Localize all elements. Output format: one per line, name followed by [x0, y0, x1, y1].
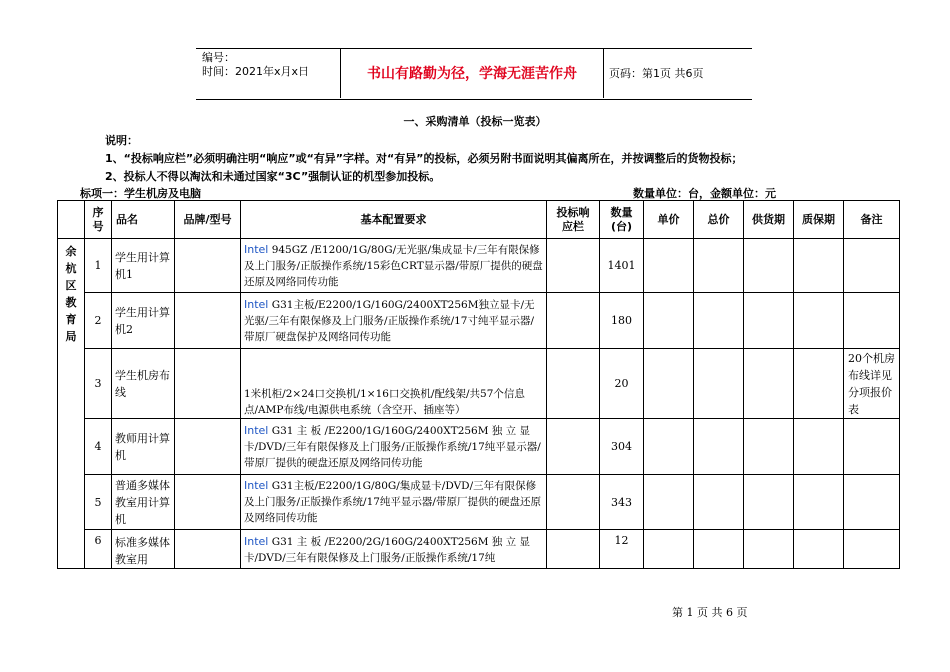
- row-name: 学生用计算机2: [112, 293, 175, 349]
- row-seq: 3: [85, 349, 112, 419]
- row-config: [241, 239, 547, 293]
- row-seq: 6: [85, 530, 112, 569]
- row-remark: [844, 293, 900, 349]
- note-1: 1、“投标响应栏”必须明确注明“响应”或“有异”字样。对“有异”的投标，必须另附书面说明其偏离所在，并按调整后的货物投标；: [105, 152, 743, 165]
- row-config: [241, 419, 547, 475]
- header-remark: 备注: [844, 201, 900, 239]
- header-response: 投标响 应栏: [547, 201, 600, 239]
- header-unit-price: 单价: [644, 201, 694, 239]
- header-seq: 序 号: [85, 201, 112, 239]
- header-total-price: 总价: [694, 201, 744, 239]
- row-name: 标准多媒体教室用: [112, 530, 175, 569]
- row-remark: [844, 530, 900, 569]
- row-seq: 1: [85, 239, 112, 293]
- unit-label: 数量单位：台，金额单位：元: [633, 187, 776, 200]
- intel-brand: Intel: [244, 423, 269, 437]
- row-name: 普通多媒体教室用计算机: [112, 475, 175, 530]
- note-heading: 说明：: [105, 134, 138, 147]
- header-name: 品名: [112, 201, 175, 239]
- header-quantity: 数量 (台): [600, 201, 644, 239]
- row-quantity: 1401: [600, 239, 644, 293]
- row-quantity: 304: [600, 419, 644, 475]
- table-row: [58, 419, 900, 475]
- row-warranty: [794, 239, 844, 293]
- row-total-price: [694, 419, 744, 475]
- row-unit-price: [644, 419, 694, 475]
- intel-brand: Intel: [244, 242, 269, 256]
- row-config-text: 1米机柜/2×24口交换机/1×16口交换机/配线架/共57个信息点/AMP布线/电源供电系统（含空开、插座等）: [244, 388, 525, 416]
- header-warranty-period: 质保期: [794, 201, 844, 239]
- district-label: 余 杭 区 教 育 局: [65, 245, 77, 343]
- row-warranty: [794, 419, 844, 475]
- row-config-text: 945GZ /E1200/1G/80G/无光驱/集成显卡/三年有限保修及上门服务/正版操作系统/15彩色CRT显示器/带原厂提供的硬盘还原及网络同传功能: [244, 243, 543, 288]
- row-total-price: [694, 475, 744, 530]
- row-name: 学生机房布线: [112, 349, 175, 419]
- row-response: [547, 530, 600, 569]
- row-response: [547, 475, 600, 530]
- intel-brand: Intel: [244, 297, 269, 311]
- row-seq: 2: [85, 293, 112, 349]
- row-quantity: 343: [600, 475, 644, 530]
- row-remark: [844, 239, 900, 293]
- row-brand: [175, 349, 241, 419]
- row-supply: [744, 419, 794, 475]
- row-unit-price: [644, 239, 694, 293]
- number-label: 编号：: [202, 51, 235, 64]
- row-brand: [175, 475, 241, 530]
- row-quantity: 12: [600, 530, 644, 569]
- row-response: [547, 293, 600, 349]
- row-warranty: [794, 293, 844, 349]
- district-cell: [58, 239, 85, 569]
- header-supply-period: 供货期: [744, 201, 794, 239]
- row-name: 教师用计算机: [112, 419, 175, 475]
- row-supply: [744, 293, 794, 349]
- row-config-text: G31 主 板 /E2200/1G/160G/2400XT256M 独 立 显 卡/DVD/三年有限保修及上门服务/正版操作系统/17纯平显示器/带原厂提供的硬盘还原及网络同传功能: [244, 424, 541, 469]
- row-config: [241, 349, 547, 419]
- row-brand: [175, 293, 241, 349]
- row-supply: [744, 239, 794, 293]
- page-label: 页码：第1页 共6页: [609, 67, 704, 80]
- note-2: 2、投标人不得以淘汰和未通过国家“3C”强制认证的机型参加投标。: [105, 170, 441, 183]
- table-row: [58, 293, 900, 349]
- table-header-row: [58, 201, 900, 239]
- document-title: 一、采购清单（投标一览表）: [403, 115, 547, 128]
- header-left-cell: [196, 48, 340, 98]
- header-blank: [58, 201, 85, 239]
- row-seq: 4: [85, 419, 112, 475]
- row-total-price: [694, 530, 744, 569]
- row-brand: [175, 530, 241, 569]
- procurement-table: [57, 200, 900, 569]
- row-warranty: [794, 475, 844, 530]
- row-total-price: [694, 293, 744, 349]
- row-warranty: [794, 349, 844, 419]
- intel-brand: Intel: [244, 479, 269, 492]
- row-quantity: 20: [600, 349, 644, 419]
- page-footer: 第 1 页 共 6 页: [672, 606, 748, 619]
- row-remark: [844, 419, 900, 475]
- row-name: 学生用计算机1: [112, 239, 175, 293]
- row-unit-price: [644, 475, 694, 530]
- row-supply: [744, 475, 794, 530]
- row-unit-price: [644, 530, 694, 569]
- row-config-text: G31主板/E2200/1G/80G/集成显卡/DVD/三年有限保修及上门服务/正版操作系统/17纯平显示器/带原厂提供的硬盘还原及网络同传功能: [244, 480, 541, 524]
- row-total-price: [694, 349, 744, 419]
- row-unit-price: [644, 293, 694, 349]
- row-warranty: [794, 530, 844, 569]
- row-brand: [175, 419, 241, 475]
- row-seq: 5: [85, 475, 112, 530]
- table-row: [58, 475, 900, 530]
- row-config: [241, 530, 547, 569]
- row-config: [241, 293, 547, 349]
- time-label: 时间：2021年x月x日: [202, 65, 310, 78]
- row-config-text: G31主板/E2200/1G/160G/2400XT256M独立显卡/无光驱/三年有限保修及上门服务/正版操作系统/17寸纯平显示器/带原厂硬盘保护及网络同传功能: [244, 298, 535, 343]
- row-supply: [744, 530, 794, 569]
- row-total-price: [694, 239, 744, 293]
- table-row: [58, 349, 900, 419]
- row-remark: 20个机房布线详见分项报价表: [844, 349, 900, 419]
- header-config: 基本配置要求: [241, 201, 547, 239]
- motto: 书山有路勤为径，学海无涯苦作舟: [340, 48, 604, 98]
- row-brand: [175, 239, 241, 293]
- table-row: [58, 239, 900, 293]
- row-supply: [744, 349, 794, 419]
- row-config-text: G31 主 板 /E2200/2G/160G/2400XT256M 独 立 显 卡/DVD/三年有限保修及上门服务/正版操作系统/17纯: [244, 536, 530, 564]
- row-config: [241, 475, 547, 530]
- row-remark: [844, 475, 900, 530]
- row-unit-price: [644, 349, 694, 419]
- row-quantity: 180: [600, 293, 644, 349]
- table-row: [58, 530, 900, 569]
- row-response: [547, 239, 600, 293]
- lot-label: 标项一：学生机房及电脑: [80, 187, 201, 200]
- header-brand: 品牌/型号: [175, 201, 241, 239]
- row-response: [547, 419, 600, 475]
- intel-brand: Intel: [244, 535, 269, 548]
- row-response: [547, 349, 600, 419]
